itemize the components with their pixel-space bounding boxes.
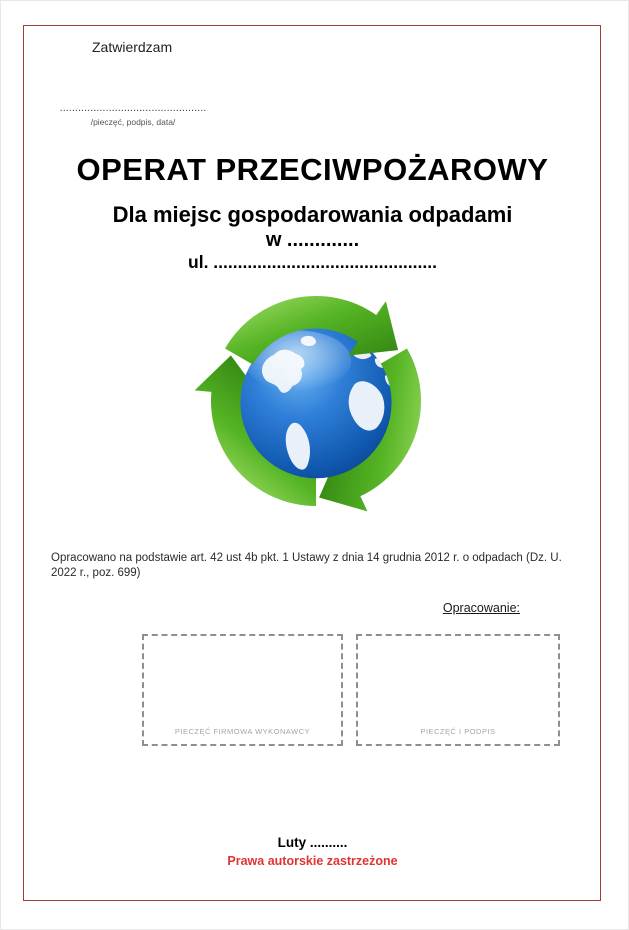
recycling-globe-icon — [190, 275, 442, 527]
stamp-box-company — [142, 634, 343, 746]
approval-label: Zatwierdzam — [92, 39, 173, 55]
legal-basis-text: Opracowano na podstawie art. 42 ust 4b pkt. 1 Ustawy z dnia 14 grudnia 2012 r. o odpadach (Dz. U. 2022 r., poz. 699) — [51, 552, 562, 579]
copyright-notice: Prawa autorskie zastrzeżone — [227, 854, 398, 868]
location-line: w ............. — [265, 229, 360, 251]
recycling-globe-logo — [190, 275, 442, 527]
signature-dotted-line: ................................................ — [59, 103, 207, 114]
stamp-box-company-label: PIECZĘĆ FIRMOWA WYKONAWCY — [174, 727, 311, 736]
document-subtitle: Dla miejsc gospodarowania odpadami — [112, 202, 513, 227]
stamp-box-signature — [356, 634, 560, 746]
prepared-by-label: Opracowanie: — [442, 601, 520, 615]
date-line: Luty .......... — [277, 835, 348, 850]
stamp-box-signature-label: PIECZĘĆ I PODPIS — [420, 727, 496, 736]
signature-caption: /pieczęć, podpis, data/ — [90, 117, 176, 127]
street-line: ul. .............................................. — [188, 252, 437, 272]
document-title: OPERAT PRZECIWPOŻAROWY — [76, 152, 549, 187]
